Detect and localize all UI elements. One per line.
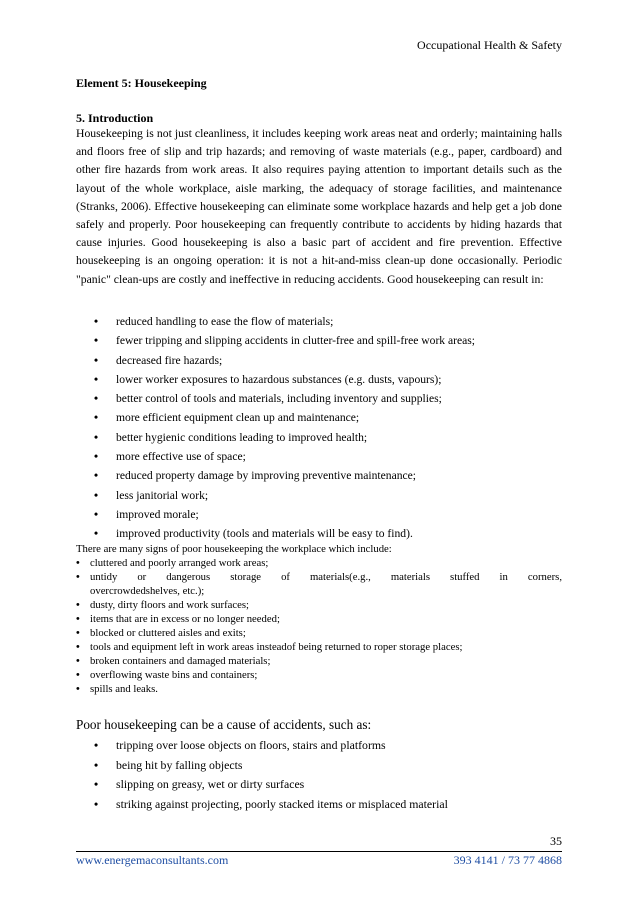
benefits-list — [76, 312, 562, 544]
signs-list — [76, 556, 562, 696]
list-item: • better hygienic conditions leading to improved health; — [76, 428, 562, 447]
list-item: • blocked or cluttered aisles and exits; — [76, 626, 562, 640]
list-item: • lower worker exposures to hazardous substances (e.g. dusts, vapours); — [76, 370, 562, 389]
list-item: • reduced property damage by improving preventive maintenance; — [76, 466, 562, 485]
list-item: • improved productivity (tools and materials will be easy to find). — [76, 524, 562, 543]
element-title: Element 5: Housekeeping — [76, 76, 207, 90]
list-item: • broken containers and damaged materials; — [76, 654, 562, 668]
list-item: • reduced handling to ease the flow of materials; — [76, 312, 562, 331]
section-heading: 5. Introduction — [76, 111, 154, 125]
list-item: • more effective use of space; — [76, 447, 562, 466]
page-number: 35 — [550, 834, 562, 848]
list-item: • overflowing waste bins and containers; — [76, 668, 562, 682]
list-item: • better control of tools and materials, including inventory and supplies; — [76, 389, 562, 408]
list-item-line: untidy or dangerous storage of materials(e.g., materials stuffed in corners, — [90, 571, 562, 583]
list-item: • more efficient equipment clean up and maintenance; — [76, 408, 562, 427]
signs-intro: There are many signs of poor housekeeping the workplace which include: — [76, 543, 392, 555]
list-item: • improved morale; — [76, 505, 562, 524]
website-link[interactable]: www.energemaconsultants.com — [76, 853, 229, 867]
list-item-continuation: overcrowdedshelves, etc.); — [90, 585, 205, 597]
list-item: • items that are in excess or no longer needed; — [76, 612, 562, 626]
list-item: • slipping on greasy, wet or dirty surfaces — [76, 775, 562, 795]
intro-paragraph: Housekeeping is not just cleanliness, it includes keeping work areas neat and orderly; maintaining halls and floors free of slip and trip hazards; and removing of waste materials (e.g., paper, cardboard) and other fire hazards from work areas. It also requires paying attention to important details such as the layout of the whole workplace, aisle marking, the adequacy of storage facilities, and maintenance (Stranks, 2006). Effective housekeeping can eliminate some workplace hazards and help get a job done safely and properly. Poor housekeeping can frequently contribute to accidents by hiding hazards that cause injuries. Good housekeeping is also a basic part of accident and fire prevention. Effective housekeeping is an ongoing operation: it is not a hit-and-miss clean-up done occasionally. Periodic "panic" clean-ups are costly and ineffective in reducing accidents. Good housekeeping can result in: — [76, 127, 562, 286]
footer-divider — [76, 851, 562, 852]
list-item: • fewer tripping and slipping accidents in clutter-free and spill-free work areas; — [76, 331, 562, 350]
phone-numbers: 393 4141 / 73 77 4868 — [453, 853, 562, 867]
running-header: Occupational Health & Safety — [417, 38, 562, 52]
causes-list — [76, 736, 562, 814]
list-item: • dusty, dirty floors and work surfaces; — [76, 598, 562, 612]
list-item: • striking against projecting, poorly stacked items or misplaced material — [76, 795, 562, 815]
list-item: • spills and leaks. — [76, 682, 562, 696]
list-item: • less janitorial work; — [76, 486, 562, 505]
list-item — [76, 570, 562, 584]
causes-intro: Poor housekeeping can be a cause of accidents, such as: — [76, 717, 372, 732]
list-item: • being hit by falling objects — [76, 756, 562, 776]
list-item: • decreased fire hazards; — [76, 351, 562, 370]
list-item: • tools and equipment left in work areas insteadof being returned to roper storage places; — [76, 640, 562, 654]
list-item: • cluttered and poorly arranged work areas; — [76, 556, 562, 570]
list-item: • tripping over loose objects on floors, stairs and platforms — [76, 736, 562, 756]
